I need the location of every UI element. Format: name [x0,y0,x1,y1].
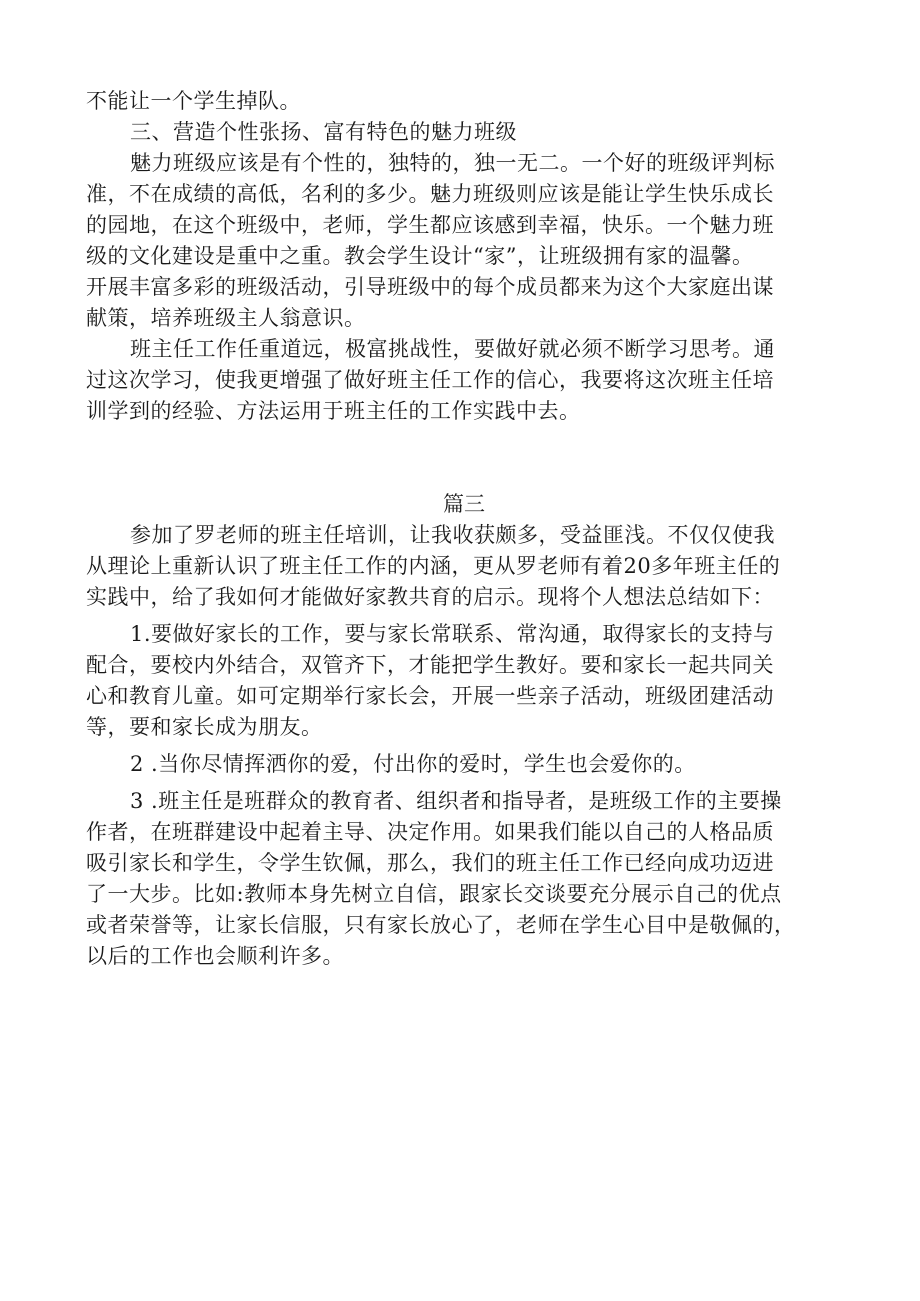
list-item-line: 配合，要校内外结合，双管齐下，才能把学生教好。要和家长一起共同关 [86,653,774,677]
list-item-line: 了一大步。比如:教师本身先树立自信，跟家长交谈要充分展示自己的优点 [86,882,782,906]
list-item-line: 1.要做好家长的工作，要与家长常联系、常沟通，取得家长的支持与 [130,622,775,646]
section-heading: 三、营造个性张扬、富有特色的魅力班级 [130,120,517,144]
text-line: 魅力班级应该是有个性的，独特的，独一无二。一个好的班级评判标 [130,151,775,175]
text-line: 不能让一个学生掉队。 [86,89,301,113]
text-line: 的园地，在这个班级中，老师，学生都应该感到幸福，快乐。一个魅力班 [86,213,774,237]
text-line: 献策，培养班级主人翁意识。 [86,306,366,330]
list-item-line: 吸引家长和学生，令学生钦佩，那么，我们的班主任工作已经向成功迈进 [86,851,774,875]
text-line: 级的文化建设是重中之重。教会学生设计“家”，让班级拥有家的温馨。 [86,244,754,268]
text-line: 训学到的经验、方法运用于班主任的工作实践中去。 [86,399,581,423]
text-line: 班主任工作任重道远，极富挑战性，要做好就必须不断学习思考。通 [130,337,775,361]
list-item-line: 3 .班主任是班群众的教育者、组织者和指导者，是班级工作的主要操 [130,789,782,813]
text-line: 开展丰富多彩的班级活动，引导班级中的每个成员都来为这个大家庭出谋 [86,275,774,299]
list-item-line: 以后的工作也会顺利许多。 [86,944,344,968]
list-item-line: 作者，在班群建设中起着主导、决定作用。如果我们能以自己的人格品质 [86,820,774,844]
list-item-line: 等，要和家长成为朋友。 [86,715,323,739]
list-item-line: 2 .当你尽情挥洒你的爱，付出你的爱时，学生也会爱你的。 [130,752,696,776]
section-one [86,86,842,427]
list-item-line: 或者荣誉等，让家长信服，只有家长放心了，老师在学生心目中是敬佩的， [86,913,796,937]
list-item-line: 心和教育儿童。如可定期举行家长会，开展一些亲子活动，班级团建活动 [86,684,774,708]
section-two [86,489,842,972]
text-line: 参加了罗老师的班主任培训，让我收获颇多，受益匪浅。不仅仅使我 [130,523,775,547]
text-line: 从理论上重新认识了班主任工作的内涵，更从罗老师有着20多年班主任的 [86,554,781,578]
text-line: 过这次学习，使我更增强了做好班主任工作的信心，我要将这次班主任培 [86,368,774,392]
document-page [86,86,842,972]
text-line: 准，不在成绩的高低，名利的多少。魅力班级则应该是能让学生快乐成长 [86,182,774,206]
text-line: 实践中，给了我如何才能做好家教共育的启示。现将个人想法总结如下： [86,585,774,609]
section-title: 篇三 [443,492,485,516]
